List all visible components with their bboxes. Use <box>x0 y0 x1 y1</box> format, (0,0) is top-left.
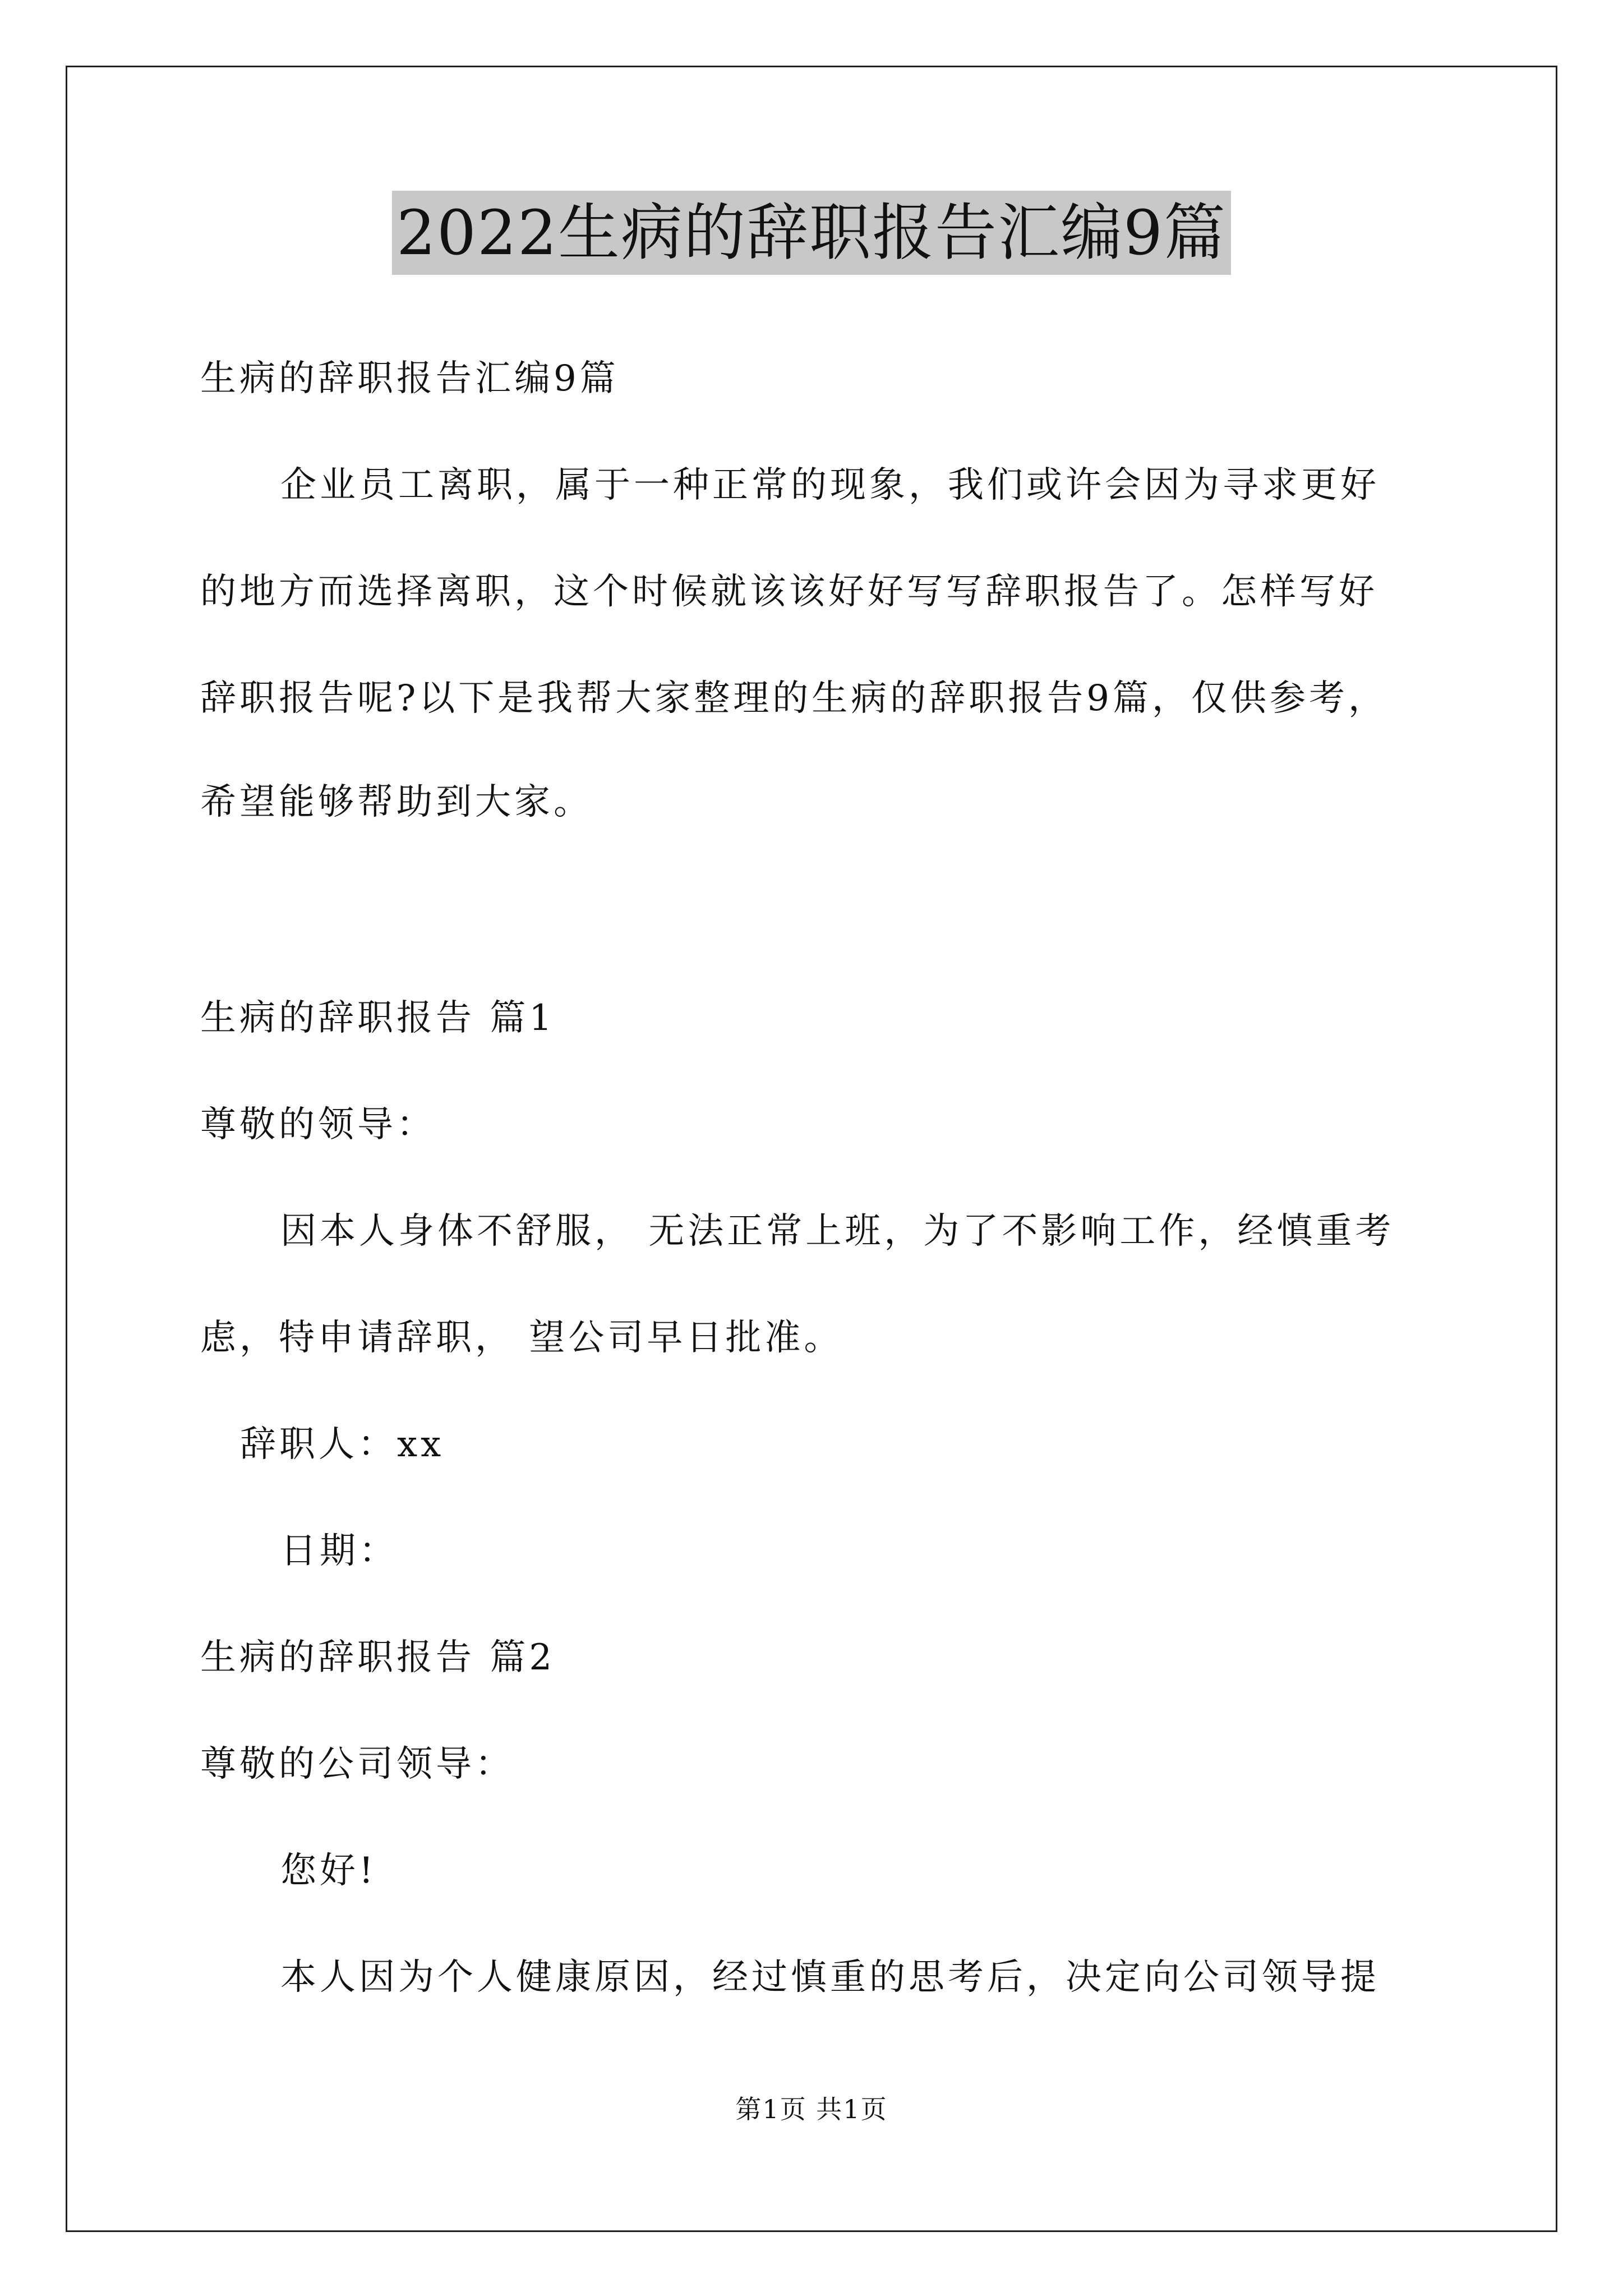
greeting: 您好! <box>280 1850 377 1892</box>
paragraph-line: 因本人身体不舒服， 无法正常上班，为了不影响工作，经慎重考 <box>280 1211 1395 1252</box>
paragraph-line: 希望能够帮助到大家。 <box>200 781 593 823</box>
paragraph-line: 本人因为个人健康原因，经过慎重的思考后，决定向公司领导提 <box>280 1957 1380 1998</box>
title-container <box>0 191 1623 275</box>
subtitle-line: 生病的辞职报告汇编9篇 <box>200 358 619 399</box>
document-title: 2022生病的辞职报告汇编9篇 <box>392 191 1231 275</box>
section-heading: 生病的辞职报告 篇2 <box>200 1637 556 1678</box>
page-footer: 第1页 共1页 <box>735 2094 888 2124</box>
paragraph-line: 的地方而选择离职，这个时候就该该好好写写辞职报告了。怎样写好 <box>200 571 1378 613</box>
paragraph-line: 虑，特申请辞职， 望公司早日批准。 <box>200 1317 843 1359</box>
salutation: 尊敬的公司领导： <box>200 1743 514 1785</box>
signature-line: 辞职人：xx <box>240 1424 445 1465</box>
paragraph-line: 企业员工离职，属于一种正常的现象，我们或许会因为寻求更好 <box>280 464 1380 506</box>
paragraph-line: 辞职报告呢?以下是我帮大家整理的生病的辞职报告9篇，仅供参考， <box>200 678 1388 719</box>
section-heading: 生病的辞职报告 篇1 <box>200 997 556 1039</box>
salutation: 尊敬的领导： <box>200 1104 436 1145</box>
date-line: 日期： <box>280 1530 398 1572</box>
